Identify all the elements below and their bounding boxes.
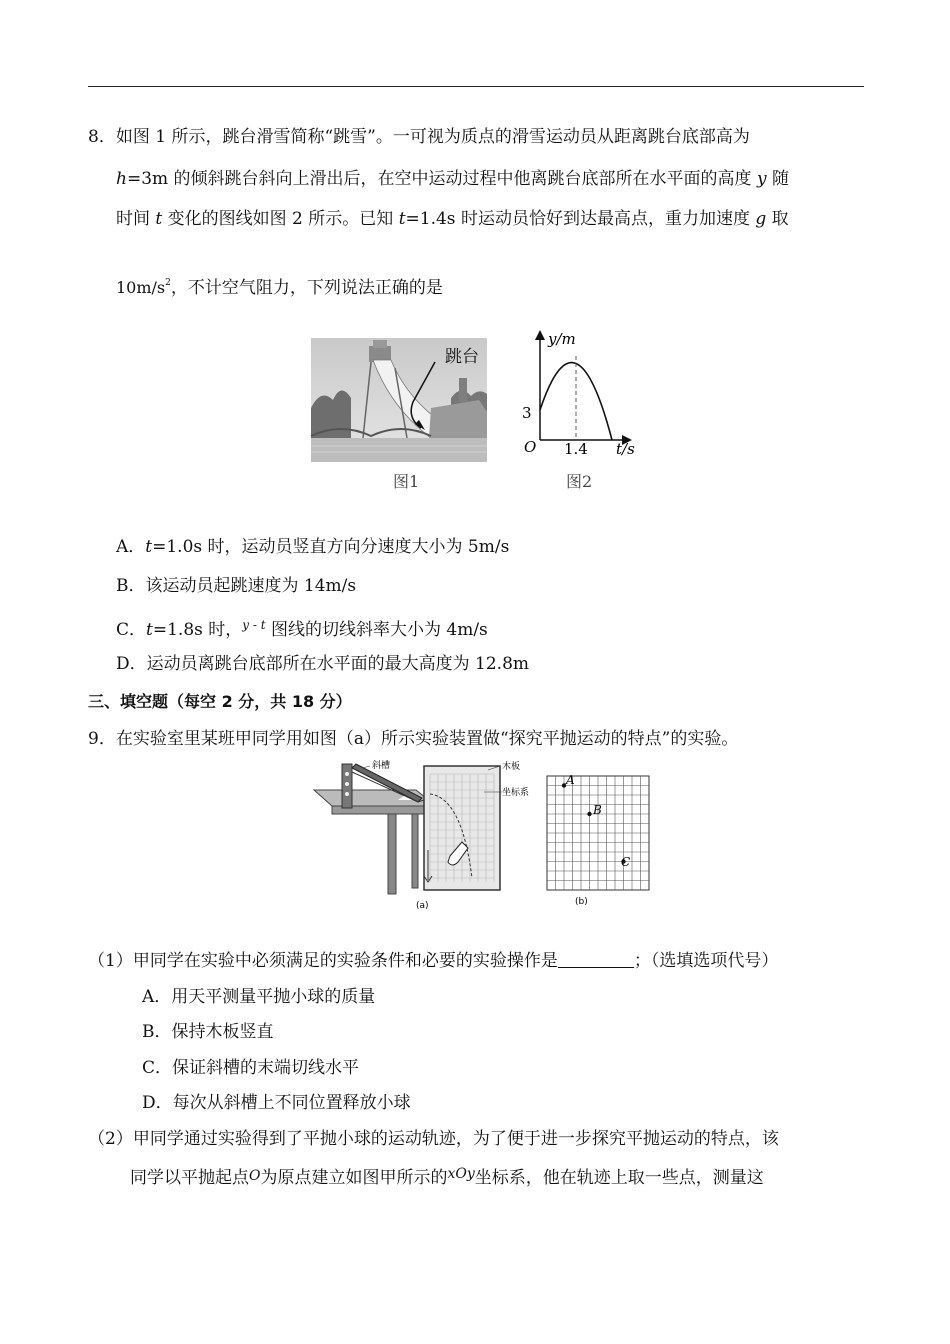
point-c-label: C	[621, 855, 631, 869]
y-axis-arrow	[535, 330, 545, 340]
q8-line-3: 时间 t 变化的图线如图 2 所示。已知 t=1.4s 时运动员恰好到达最高点，重力加速度 g 取	[116, 209, 789, 229]
section-3-title: 三、填空题（每空 2 分，共 18 分）	[88, 692, 352, 711]
x-axis-label: t/s	[616, 440, 635, 458]
q9-option-c: C．保证斜槽的末端切线水平	[142, 1058, 360, 1078]
fig-b-caption: (b)	[575, 897, 588, 907]
q8-option-c: C．t=1.8s 时，$^{y - t}$ 图线的切线斜率大小为 4m/s	[116, 618, 488, 640]
q9-option-d: D．每次从斜槽上不同位置释放小球	[142, 1093, 411, 1113]
coord-label: 坐标系	[502, 788, 530, 798]
q9-sub1: （1）甲同学在实验中必须满足的实验条件和必要的实验操作是 ；（选填选项代号）	[88, 951, 779, 971]
fig1-label: 跳台	[445, 347, 479, 367]
point-a-label: A	[566, 773, 575, 787]
q9-sub2-line-2: 同学以平抛起点O为原点建立如图甲所示的$^{xOy}$坐标系，他在轨迹上取一些点，测量这	[130, 1166, 764, 1188]
ski-jump-photo	[311, 338, 487, 462]
point-b-label: B	[593, 803, 602, 817]
q9-option-a: A．用天平测量平抛小球的质量	[142, 987, 376, 1007]
origin-label: O	[524, 438, 537, 456]
q8-line-2: h=3m 的倾斜跳台斜向上滑出后，在空中运动过程中他离跳台底部所在水平面的高度 y 随	[116, 169, 789, 189]
q8-line-4: $10m/s^2$，不计空气阻力，下列说法正确的是	[116, 278, 443, 298]
q8-option-d: D．运动员离跳台底部所在水平面的最大高度为 12.8m	[116, 654, 530, 674]
chute-label: 斜槽	[372, 761, 391, 771]
answer-blank[interactable]	[558, 951, 634, 968]
fig1-caption: 图1	[393, 472, 420, 491]
peak-time-label: 1.4	[564, 440, 588, 458]
grid-figure-b	[545, 770, 653, 908]
y-t-graph	[518, 322, 648, 462]
fig2-caption: 图2	[566, 472, 593, 491]
q9-option-b: B．保持木板竖直	[142, 1022, 274, 1042]
apparatus-figure-a	[312, 758, 530, 911]
fig-a-caption: (a)	[416, 901, 429, 911]
q9-sub2-line-1: （2）甲同学通过实验得到了平抛小球的运动轨迹，为了便于进一步探究平抛运动的特点，该	[88, 1129, 779, 1149]
y0-label: 3	[522, 404, 532, 422]
header-rule	[88, 86, 864, 87]
q8-option-b: B．该运动员起跳速度为 14m/s	[116, 576, 357, 596]
y-axis-label: y/m	[548, 330, 576, 348]
board-label: 木板	[502, 762, 521, 772]
q8-option-a: A．t=1.0s 时，运动员竖直方向分速度大小为 5m/s	[116, 537, 510, 557]
q9-line-1: 9．在实验室里某班甲同学用如图（a）所示实验装置做“探究平抛运动的特点”的实验。	[88, 729, 739, 749]
q8-line-1: 8．如图 1 所示，跳台滑雪简称“跳雪”。一可视为质点的滑雪运动员从距离跳台底部高为	[88, 127, 750, 147]
point-b	[587, 812, 591, 816]
